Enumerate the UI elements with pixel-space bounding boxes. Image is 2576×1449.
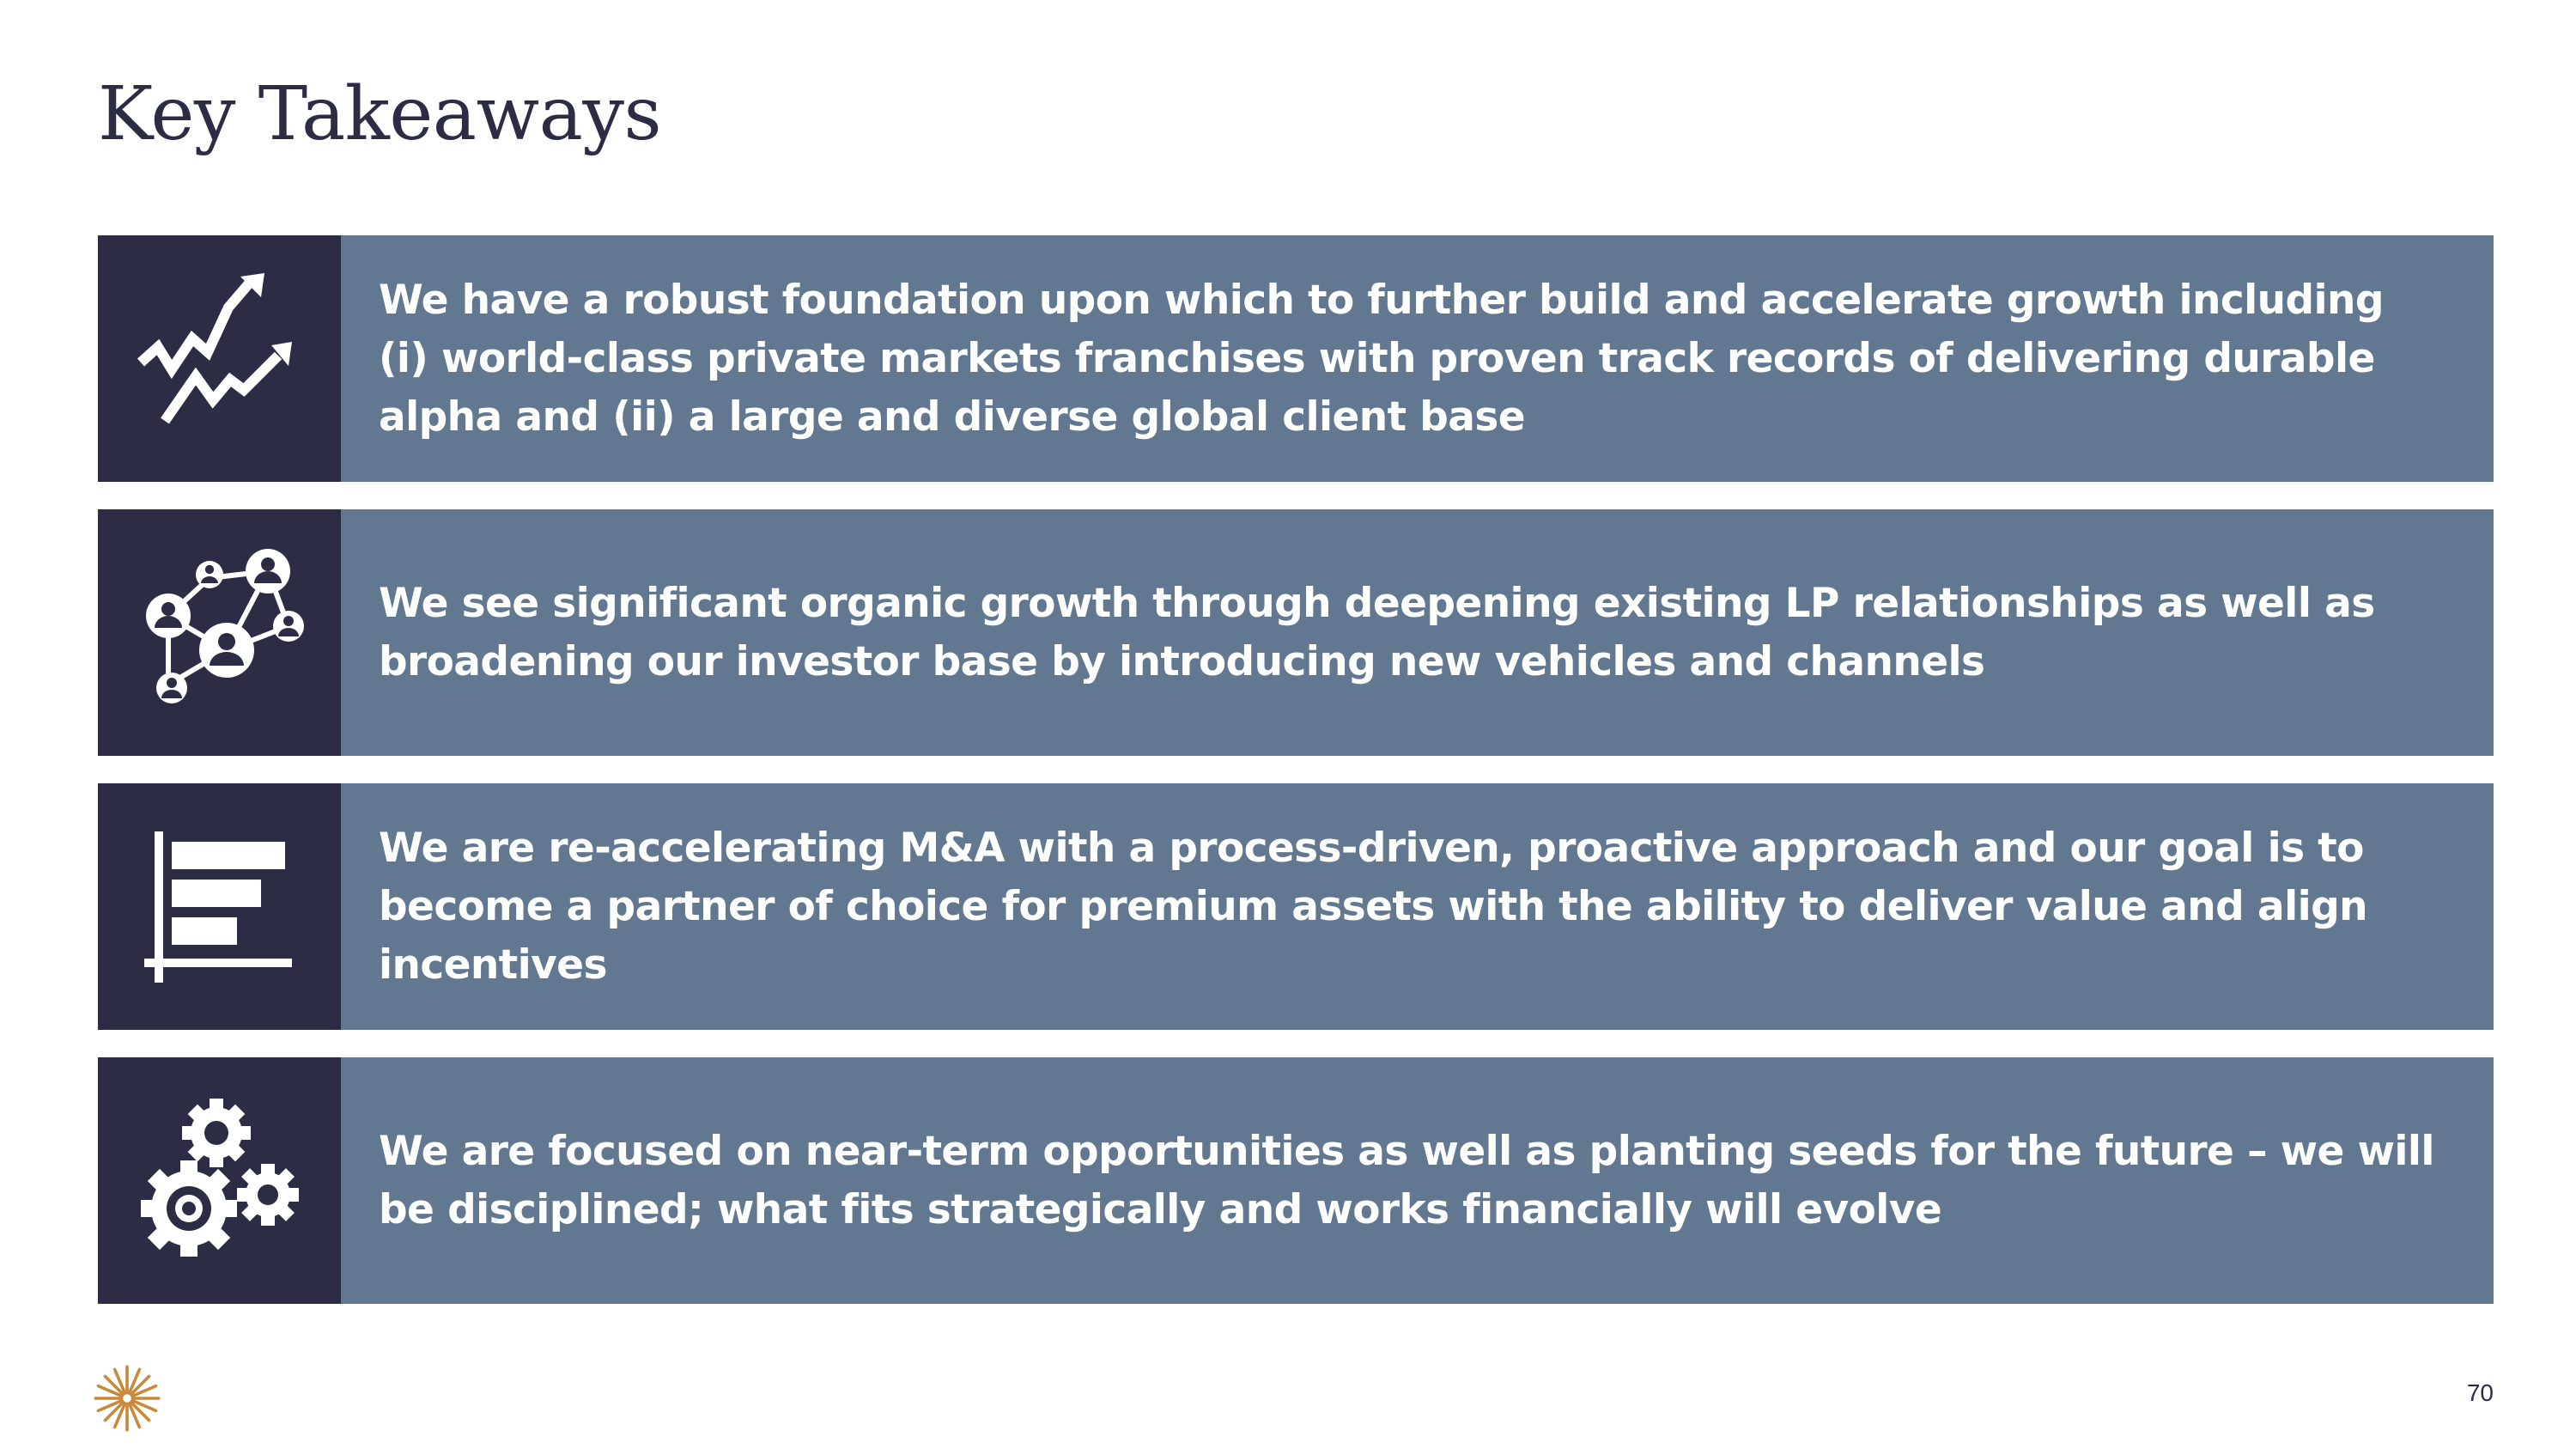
takeaway-text-cell (341, 509, 2494, 756)
gears-icon (134, 1095, 306, 1267)
takeaway-icon-cell (98, 1057, 341, 1304)
page-title: Key Takeaways (98, 71, 662, 157)
growth-arrows-icon (134, 273, 306, 445)
takeaway-row (98, 1057, 2494, 1304)
takeaway-list (98, 235, 2494, 1331)
takeaway-text-cell (341, 1057, 2494, 1304)
takeaway-text-cell (341, 783, 2494, 1030)
takeaway-text: We are re-accelerating M&A with a process-driven, proactive approach and our goal is to become a partner of choice for premium assets with the ability to deliver value and align incentives (379, 824, 2368, 989)
starburst-logo-icon (93, 1364, 161, 1433)
takeaway-icon-cell (98, 783, 341, 1030)
takeaway-icon-cell (98, 509, 341, 756)
takeaway-text: We are focused on near-term opportunities as well as planting seeds for the future – we will be disciplined; what fits strategically and works financially will evolve (379, 1127, 2434, 1233)
takeaway-row (98, 783, 2494, 1030)
takeaway-row (98, 509, 2494, 756)
horizontal-bar-chart-icon (134, 821, 306, 993)
people-network-icon (134, 547, 306, 719)
page-number: 70 (2466, 1379, 2494, 1406)
takeaway-text: We see significant organic growth through deepening existing LP relationships as well as broadening our investor base by introducing new vehicles and channels (379, 579, 2375, 685)
takeaway-text-cell (341, 235, 2494, 482)
takeaway-row (98, 235, 2494, 482)
takeaway-icon-cell (98, 235, 341, 482)
takeaway-text: We have a robust foundation upon which to further build and accelerate growth including (i) world-class private markets franchises with proven track records of delivering durable alpha and (ii) a large and diverse global client base (379, 276, 2384, 441)
